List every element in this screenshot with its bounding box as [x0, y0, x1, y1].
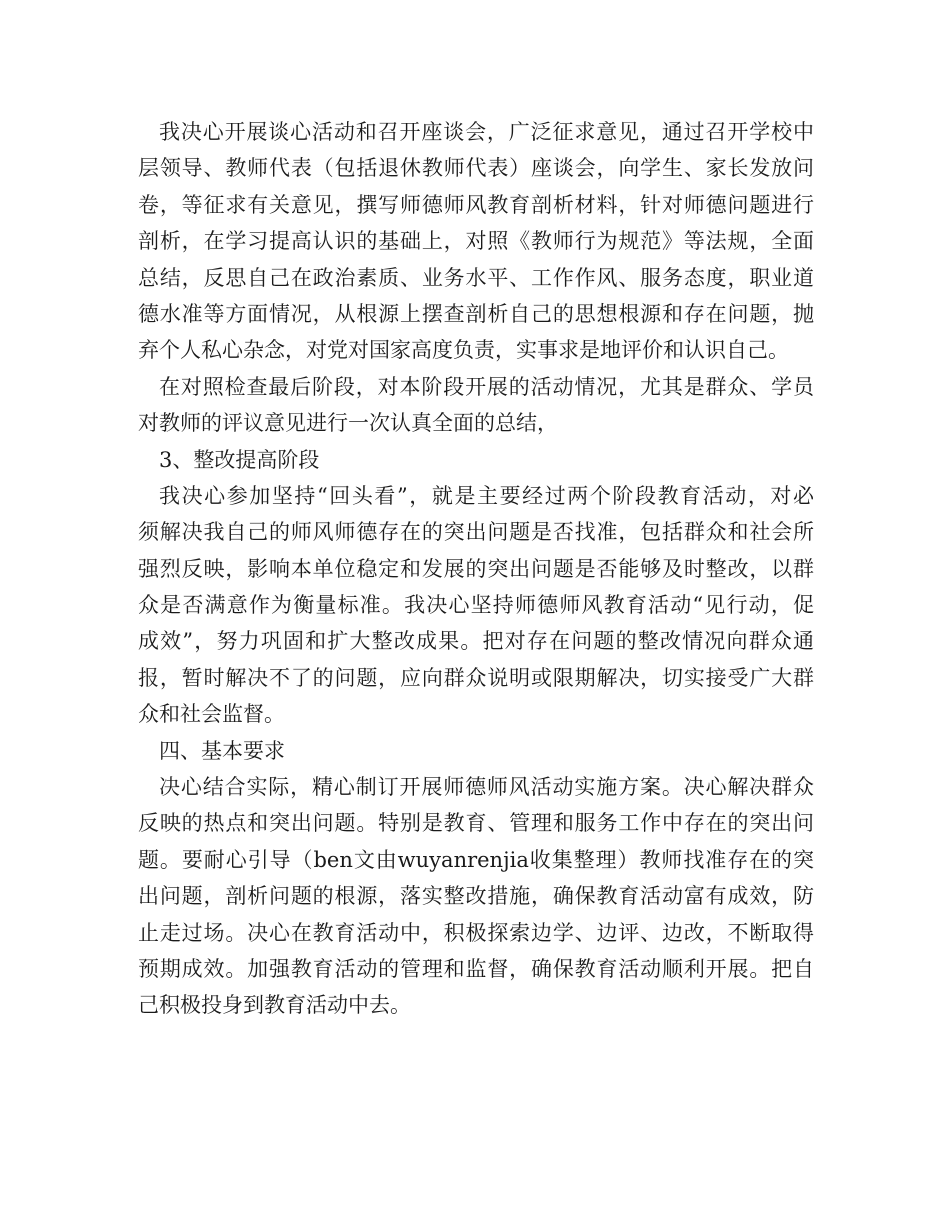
text-line: 众是否满意作为衡量标准。我决心坚持师德师风教育活动“见行动，促	[138, 593, 814, 618]
text-line: 四、基本要求	[159, 738, 285, 763]
text-line: 反映的热点和突出问题。特别是教育、管理和服务工作中存在的突出问	[138, 811, 814, 836]
text-line: 德水准等方面情况，从根源上摆查剖析自己的思想根源和存在问题，抛	[138, 301, 814, 326]
text-line: 对教师的评议意见进行一次认真全面的总结，	[138, 411, 558, 436]
text-line: 须解决我自己的师风师德存在的突出问题是否找准，包括群众和社会所	[138, 520, 814, 545]
text-line: 己积极投身到教育活动中去。	[138, 993, 411, 1018]
paragraph	[138, 114, 814, 369]
section-heading	[138, 442, 814, 478]
text-line: 报，暂时解决不了的问题，应向群众说明或限期解决，切实接受广大群	[138, 665, 814, 690]
text-line: 3、整改提高阶段	[159, 447, 320, 472]
text-line: 止走过场。决心在教育活动中，积极探索边学、边评、边改，不断取得	[138, 920, 814, 945]
text-line: 层领导、教师代表（包括退休教师代表）座谈会，向学生、家长发放问	[138, 156, 814, 181]
text-line: 众和社会监督。	[138, 702, 285, 727]
text-line: 我决心开展谈心活动和召开座谈会，广泛征求意见，通过召开学校中	[159, 120, 814, 144]
paragraph	[138, 369, 814, 442]
text-line: 强烈反映，影响本单位稳定和发展的突出问题是否能够及时整改，以群	[138, 556, 814, 581]
text-line: 成效”，努力巩固和扩大整改成果。把对存在问题的整改情况向群众通	[138, 629, 814, 654]
text-line: 预期成效。加强教育活动的管理和监督，确保教育活动顺利开展。把自	[138, 956, 814, 981]
paragraph	[138, 478, 814, 733]
paragraph	[138, 769, 814, 1024]
section-heading	[138, 733, 814, 769]
text-line: 决心结合实际，精心制订开展师德师风活动实施方案。决心解决群众	[159, 775, 814, 800]
text-line: 我决心参加坚持“回头看”，就是主要经过两个阶段教育活动，对必	[159, 483, 814, 508]
text-line: 出问题，剖析问题的根源，落实整改措施，确保教育活动富有成效，防	[138, 884, 814, 909]
text-line: 在对照检查最后阶段，对本阶段开展的活动情况，尤其是群众、学员	[159, 374, 814, 399]
text-line: 总结，反思自己在政治素质、业务水平、工作作风、服务态度，职业道	[138, 265, 814, 290]
text-line: 剖析，在学习提高认识的基础上，对照《教师行为规范》等法规，全面	[138, 229, 814, 254]
text-line: 弃个人私心杂念，对党对国家高度负责，实事求是地评价和认识自己。	[138, 338, 789, 363]
text-line: 题。要耐心引导（ben文由wuyanrenjia收集整理）教师找准存在的突	[138, 847, 814, 872]
document-body	[138, 114, 814, 1024]
text-line: 卷，等征求有关意见，撰写师德师风教育剖析材料，针对师德问题进行	[138, 192, 814, 217]
